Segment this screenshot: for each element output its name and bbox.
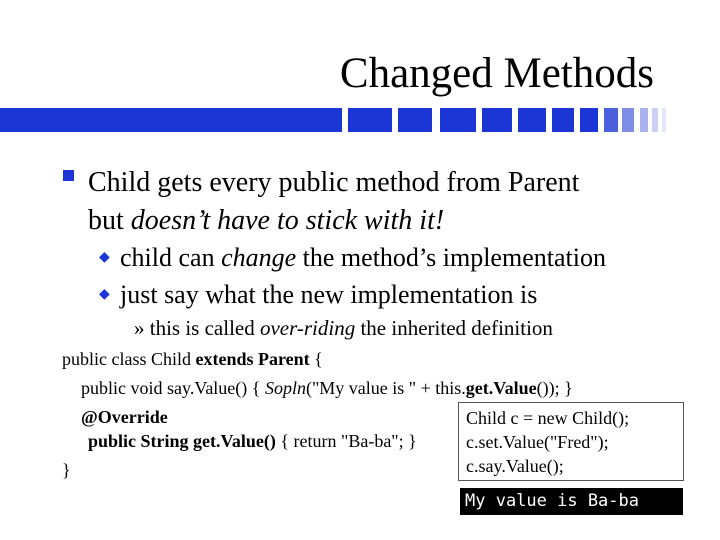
sub-bullet-change-emphasis: change (221, 243, 297, 272)
code-bold: public String (88, 431, 194, 451)
bullet-square-icon (63, 170, 74, 181)
code-text: public class Child (62, 349, 196, 369)
code-bold: extends Parent (195, 349, 310, 369)
code-line-class-decl (62, 347, 323, 371)
sub-bullet-change (120, 243, 606, 273)
chevron-marker-icon: » (134, 316, 145, 340)
sub-bullet-change-prefix: child can (120, 243, 222, 272)
usage-line-3: c.say.Value(); (466, 456, 564, 476)
title-divider-bar (0, 108, 720, 132)
overriding-suffix: the inherited definition (355, 316, 553, 340)
diamond-bullet-icon: ◆ (99, 287, 110, 302)
slide-title: Changed Methods (339, 50, 654, 97)
usage-line-2: c.set.Value("Fred"); (466, 432, 609, 452)
code-bold: get.Value() (193, 431, 276, 451)
code-text: ("My value is " + this. (305, 378, 466, 398)
code-text: { (309, 349, 323, 369)
code-text: public void say.Value() { (81, 378, 265, 398)
overriding-emphasis: over-riding (259, 316, 356, 340)
code-bold: get.Value (465, 378, 537, 398)
code-line-override (81, 405, 168, 429)
sub-sub-bullet-overriding (134, 315, 553, 341)
usage-line-1: Child c = new Child(); (466, 408, 630, 428)
bullet-main (88, 164, 688, 240)
diamond-bullet-icon: ◆ (99, 250, 110, 265)
bullet-main-line2-emphasis: doesn’t have to stick with it! (130, 205, 445, 236)
code-bold: @Override (81, 407, 168, 427)
code-text: ()); } (536, 378, 573, 398)
bullet-main-line2 (88, 202, 688, 240)
code-text: { return "Ba-ba"; } (275, 431, 417, 451)
console-output: My value is Ba-ba (460, 488, 683, 515)
overriding-prefix: this is called (144, 316, 260, 340)
sub-bullet-new-impl: just say what the new implementation is (120, 280, 538, 309)
code-line-say-value (81, 376, 573, 400)
code-line-close-brace: } (62, 460, 71, 480)
bullet-main-line1: Child gets every public method from Parent (88, 167, 580, 198)
bullet-main-line2-prefix: but (88, 205, 131, 236)
code-italic: Sopln (264, 378, 306, 398)
code-line-get-value (88, 429, 417, 453)
sub-bullet-change-suffix: the method’s implementation (296, 243, 606, 272)
